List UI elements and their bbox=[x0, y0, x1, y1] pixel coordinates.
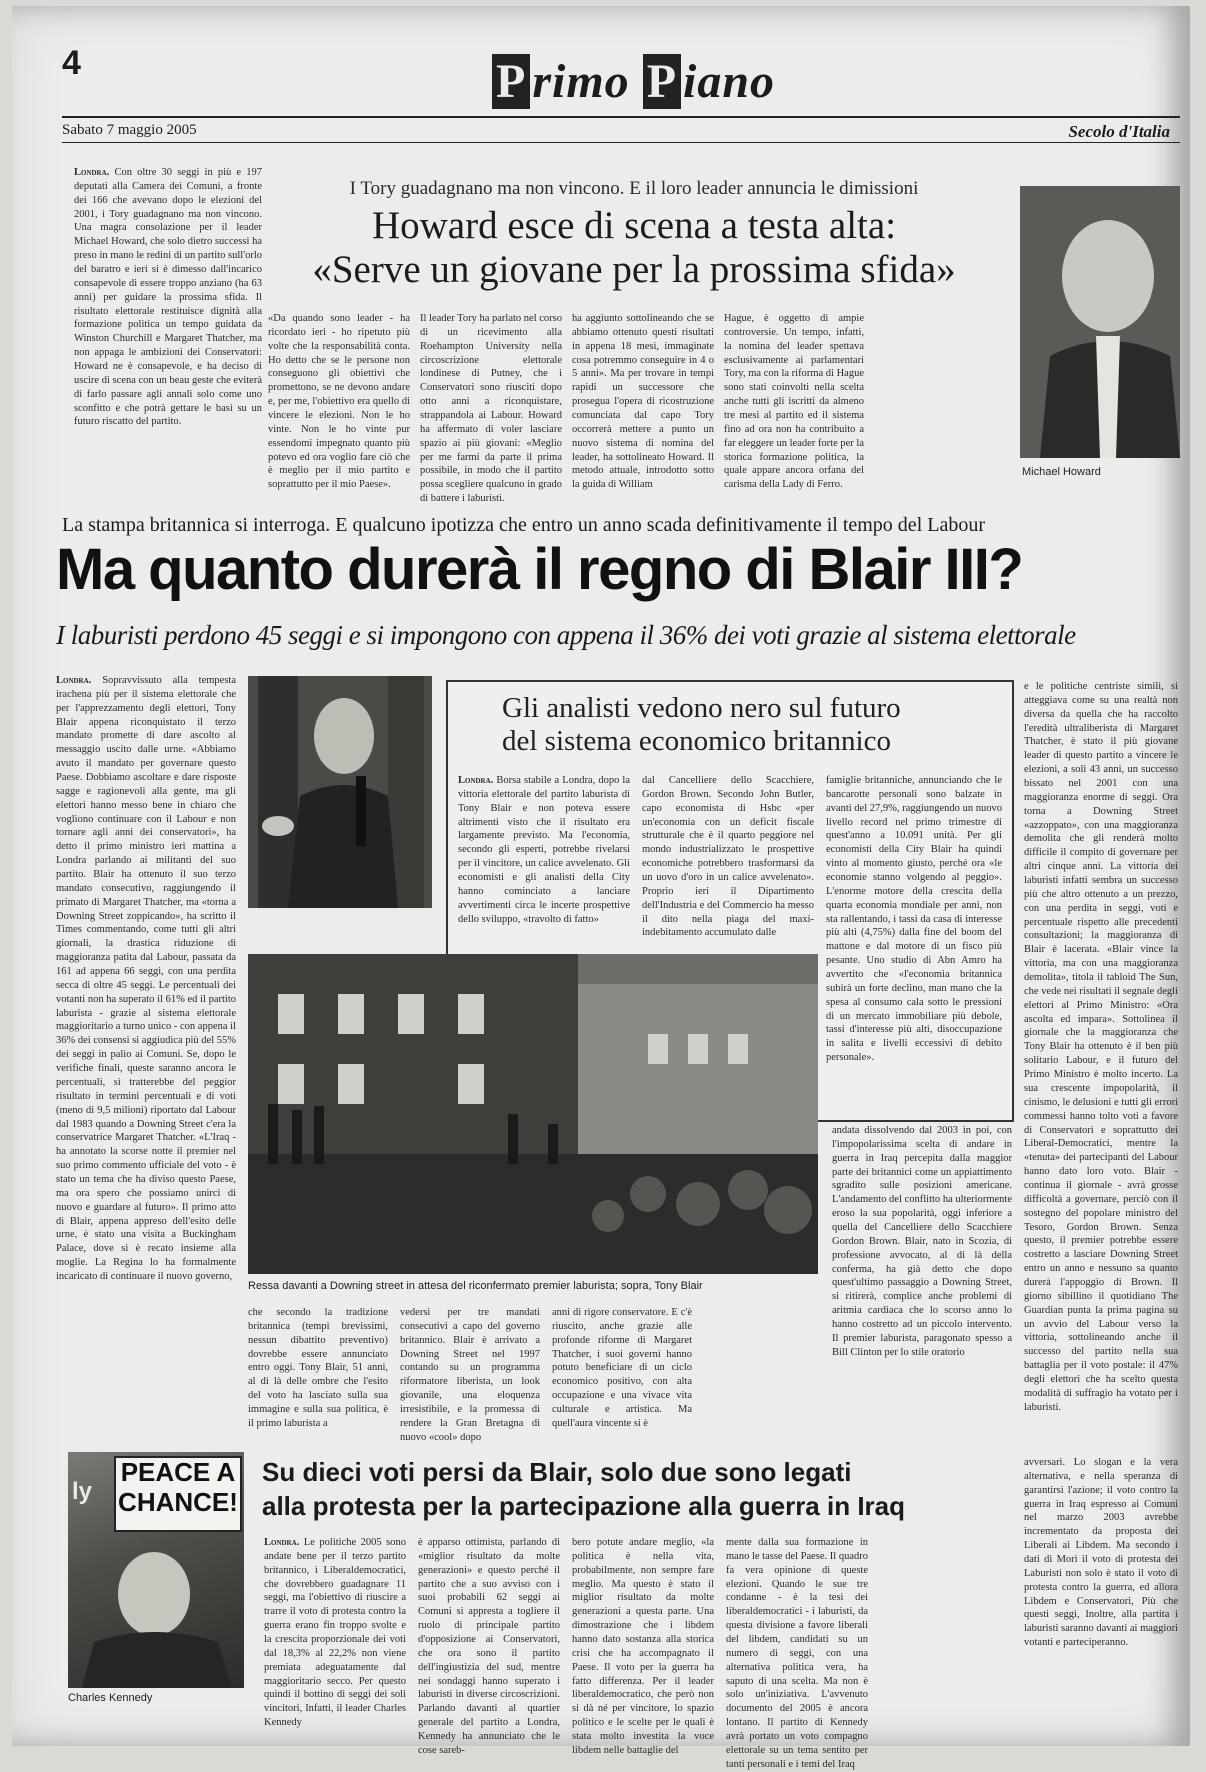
howard-column-1: Londra. Con oltre 30 seggi in più e 197 deputati alla Camera dei Comuni, a fronte dei 166 che avevano dopo le elezioni del 2001, i Tory guadagnano ma non vincono. Una magra consolazione per il leader Michael Howard, che solo dietro successi ha preso in mano le redini di un partito sull'orlo del baratro e ieri si è dimesso dall'incarico consapevole di essere troppo anziano (ha 63 anni) per guidare la prossima sfida. Il risultato elettorale restituisce dignità alla formazione politica un tempo guidata da Winston Churchill e Margaret Thatcher, ma non appaga le ambizioni dei Conservatori: Howard ne è consapevole, e ha deciso di uscire di scena con un beau geste che eviterà di farlo passare agli annali solo come uno sconfitto e che potrà gettare le basi su un futuro riscatto del partito. bbox=[74, 167, 263, 428]
iraq-column-5: avversari. Lo slogan e la vera alternativa, e nella speranza di garantirsi l'azione; il voto contro la guerra in Iraq espresso ai Comuni nel marzo 2003 avrebbe incrementato da proposta dei Liberali ai Libdem. Ma secondo i dati di Mori il voto di protesta dei Laburisti non solo è stato il voto di protesta contro la guerra, ed allora Libdem e Conservatori, Più che questi seggi, Inoltre, alla partita i laburisti saranno davanti ai maggiori votanti e parteciperanno. bbox=[1024, 1457, 1178, 1649]
sign-fragment: ly bbox=[72, 1478, 93, 1505]
newspaper-name: Secolo d'Italia bbox=[1068, 122, 1170, 141]
analysts-title: Gli analisti vedono nero sul futuro del sistema economico britannico bbox=[502, 692, 901, 758]
analysts-column-1: Londra. Borsa stabile a Londra, dopo la vittoria elettorale del partito laburista di Tony Blair e non poteva essere altrimenti visto che il risultato era largamente previsto. Ma l'economia, secondo gli esperti, potrebbe rivelarsi per il vincitore, un calice avvelenato. Gli economisti e gli analisti della City hanno cominciato a lanciare avvertimenti circa le incerte prospettive dello sviluppo, «travolto di fatto» bbox=[458, 775, 631, 925]
analysts-column-2: dal Cancelliere dello Scacchiere, Gordon Brown. Secondo John Butler, capo economista di Hsbc «per un'economia con un deficit fiscale strutturale che è il quarto peggiore nel mondo industrializzato le prospettive economiche potrebbero trasformarsi da un uovo d'oro in un calice avvelenato». Proprio ieri il Dipartimento dell'Industria e del Commercio ha messo il dito nella piaga del maxi-indebitamento accumulato dalle bbox=[642, 775, 814, 939]
issue-date: Sabato 7 maggio 2005 bbox=[62, 122, 197, 138]
howard-column-2: «Da quando sono leader - ha ricordato ieri - ho ripetuto più volte che la responsabilità conta. Ho detto che se le persone non conseguono gli obiettivi che promettono, se ne devono andare e, per me, l'obiettivo era quello di vincere le elezioni. Non le ho vinte. Non le ho vinte pur essendomi impegnato quanto più potevo ed ora voglio fare ciò che è meglio per il mio partito e soprattutto per il mio Paese». bbox=[268, 313, 410, 491]
analysts-column-3: famiglie britanniche, annunciando che le bancarotte personali sono balzate in avanti del 27,9%, raggiungendo un nuovo livello record nel primo trimestre di quest'anno a 10.091 unità. Per gli economisti della City Blair ha quindi vinto al momento giusto, perché ora «le economie stanno volgendo al peggio». L'enorme motore della crescita della quarta economia mondiale per anni, non sta rallentando, i tassi da casa di interesse più alti (4,75%) dalla fine del boom del mattone e dal motore di un fisco più pesante. Uno studio di Abn Amro ha avvertito che «l'economia britannica subirà un forte declino, man mano che la spesa al consumo cala sotto le pressioni di un mercato immobiliare più debole, tassi d'interesse più alti, disoccupazione in salita e livelli eccessivi di debito personale». bbox=[826, 775, 1002, 1064]
howard-photo-caption: Michael Howard bbox=[1022, 466, 1101, 478]
howard-column-5: Hague, è oggetto di ampie controversie. Un tempo, infatti, la nomina del leader spettava esclusivamente ai parlamentari Tory, ma con la riforma di Hague sono stati coinvolti nella scelta anche tutti gli iscritti da almeno tre mesi al partito ed il sistema fino ad ora non ha contribuito a far eleggere un leader forte per la storica formazione politica, la quale appare ancora orfana del carisma della Lady di Ferro. bbox=[724, 313, 864, 491]
protest-sign: PEACE A CHANCE! bbox=[114, 1456, 242, 1532]
howard-column-3: Il leader Tory ha parlato nel corso di un ricevimento alla Roehampton University nella circoscrizione elettorale londinese di Putney, che i Conservatori sono riusciti dopo otto anni a riconquistare, strappandola ai Labour. Howard ha affermato di voler lasciare spazio ai più giovani: «Meglio per me farmi da parte il prima possibile, in modo che il partito possa scegliere qualcuno in grado di battere i laburisti. bbox=[420, 313, 562, 505]
blair-subhead: I laburisti perdono 45 seggi e si impongono con appena il 36% dei voti grazie al sistema elettorale bbox=[56, 620, 1076, 650]
howard-photo bbox=[1020, 186, 1180, 458]
blair-photo bbox=[248, 676, 432, 908]
portrait-illustration bbox=[1020, 186, 1180, 458]
blair-kicker: La stampa britannica si interroga. E qualcuno ipotizza che entro un anno scada definitivamente il tempo del Labour bbox=[62, 514, 985, 536]
top-rule bbox=[62, 116, 1180, 118]
downing-street-photo bbox=[248, 954, 818, 1274]
iraq-column-3: bero potute andare meglio, «la politica è nella vita, probabilmente, non sempre fare meglio. Ma questo è stato il miglior risultato da molte generazioni a questa parte. Una dimostrazione che i libdem hanno dato sostanza alla storica crisi che ha accompagnato il Paese. Il voto per la guerra ha fatto differenza. Per il leader liberaldemocratico, che però non si dà né per vincitore, lo spazio politico e le scelte per le quali è stata molto investita la voce libdem nelle battaglie del bbox=[572, 1537, 714, 1756]
kennedy-portrait-illustration bbox=[68, 1542, 244, 1688]
section-title: P rimo P iano bbox=[492, 54, 775, 109]
date-rule bbox=[62, 142, 1180, 143]
page-number: 4 bbox=[62, 44, 81, 82]
blair-headline: Ma quanto durerà il regno di Blair III? bbox=[56, 537, 1023, 602]
blair-column-2: che secondo la tradizione britannica (tempi brevissimi, nessun dibattito preventivo) dovrebbe essere annunciato entro oggi. Tony Blair, 51 anni, al di là delle ombre che l'esito del voto ha lasciato sulla sua immagine e sulla sua politica, è il primo laburista a bbox=[248, 1307, 388, 1429]
blair-column-3: vedersi per tre mandati consecutivi a capo del governo britannico. Blair è arrivato a Downing Street nel 1997 contando su un programma riformatore liberista, un look giovanile, una eloquenza irresistibile, e la promessa di rendere la Gran Bretagna di nuovo «cool» dopo bbox=[400, 1307, 540, 1443]
newspaper-page bbox=[12, 6, 1190, 1770]
downing-street-caption: Ressa davanti a Downing street in attesa del riconfermato premier laburista; sopra, Tony Blair bbox=[248, 1280, 703, 1292]
howard-headline: Howard esce di scena a testa alta: «Serve un giovane per la prossima sfida» bbox=[312, 204, 956, 291]
iraq-headline: Su dieci voti persi da Blair, solo due sono legati alla protesta per la partecipazione alla guerra in Iraq bbox=[262, 1457, 906, 1521]
blair-column-5: andata dissolvendo dal 2003 in poi, con l'impopolarissima scelta di andare in guerra in Iraq percepita dalla maggior parte dei britannici come un appiattimento sgradito sulle posizioni americane. L'andamento del conflitto ha ulteriormente eroso la sua popolarità, oggi inferiore a quella del Cancelliere dello Scacchiere Gordon Brown. Blair, nato in Scozia, di professione avvocato, al di là della conferma, ha già detto che dopo quest'ultimo passaggio a Downing Street, si ritirerà, complice anche problemi di aritmia cardiaca che lo scorso anno lo hanno costretto ad un piccolo intervento. Il premier laburista, paragonato spesso a Bill Clinton per lo stile oratorio bbox=[832, 1125, 1012, 1358]
blair-portrait-illustration bbox=[248, 676, 432, 908]
kennedy-photo-caption: Charles Kennedy bbox=[68, 1692, 153, 1704]
blair-column-4: anni di rigore conservatore. E c'è riuscito, anche grazie alle profonde riforme di Margaret Thatcher, i suoi governi hanno potuto beneficiare di un ciclo economico positivo, con alta occupazione e una vivace vita culturale e artistica. Ma quell'aura vincente si è bbox=[552, 1307, 692, 1429]
kennedy-photo bbox=[68, 1452, 244, 1688]
iraq-column-1: Londra. Le politiche 2005 sono andate bene per il terzo partito britannico, i Liberaldemocratici, che dovrebbero guadagnare 11 seggi, ma l'obiettivo di riuscire a trarre il voto di protesta contro la guerra erano fin troppo svolte e la crescita proporzionale dei voti dal 18,3% al 22,2% non viene premiata adeguatamente dal maggioritario secco. Per questo quindi il bottino di seggi dei soli vincitori, Infatti, il leader Charles Kennedy bbox=[264, 1537, 406, 1729]
iraq-column-2: è apparso ottimista, parlando di «miglior risultato da molte generazioni» e questo perché il partito che a suo avviso con i suoi probabili 62 seggi ai Comuni si appresta a togliere il ruolo di principale partito d'opposizione ai Conservatori, che ora sono il partito dell'ingiustizia del sud, mentre nei sondaggi hanno superato i laburisti in diverse circoscrizioni. Parlando davanti al quartier generale del partito a Londra, Kennedy ha annunciato che le cose sareb- bbox=[418, 1537, 560, 1756]
blair-column-1: Londra. Sopravvissuto alla tempesta irachena più per il sistema elettorale che per l'apprezzamento degli elettori, Tony Blair appena riconquistato il terzo mandato promette di dare ascolto al messaggio uscito dalle urne. «Abbiamo avuto il mandato per governare questo Paese. Dobbiamo ascoltare e dare risposte sagge e ragionevoli alla gente, ma gli elettori hanno messo bene in chiaro che vogliono continuare con il Labour e non tornare agli anni dei conservatori», ha detto il primo ministro ieri mattina a Londra parlando ai militanti del suo partito. Blair ha ottenuto il suo terzo mandato consecutivo, raggiungendo il primato di Margaret Thatcher, ma «torna a Downing Street zoppicando», ha scritto il Times commentando, come tutti gli altri giornali, la drastica riduzione di maggioranza patita dal Labour, passata da 161 ad appena 66 seggi, con una perdita secca di oltre 45 seggi. Le percentuali dei votanti non ha superato il 61% ed il partito laburista - grazie al sistema elettorale maggioritario a turno unico - con appena il 36% dei consensi si aggiudica più del 55% dei seggi in palio ai Comuni. Se, dopo le verifiche finali, queste saranno ancora le percentuali, si tratterebbe del peggior risultato in termini percentuali e di voti (meno di 9,5 milioni) riportato dal Labour dal 1983 quando a Downing Street c'era la conservatrice Margaret Thatcher. «L'Iraq - ha annotato la scorse notte il premier nel suo primo commento ufficiale del voto - è stato un tema che ha diviso questo Paese, ma ora spero che possiamo unirci di nuovo e guardare al futuro». Il primo atto di Blair, appena appreso dell'esito delle urne, è stato una visita a Buckingham Palace, dove si è recato insieme alla moglie. La Regina lo ha formalmente incaricato di continuare il nuovo governo, bbox=[56, 675, 236, 1282]
downing-street-illustration bbox=[248, 954, 818, 1274]
howard-column-4: ha aggiunto sottolineando che se abbiamo ottenuto questi risultati in appena 18 mesi, immaginate cosa potremmo conseguire in 4 o 5 anni». Ma per trovare in tempi rapidi un successore che prosegua l'opera di ricostruzione comunciata dal capo Tory occorrerà mettere a punto un nuovo sistema di nomina del leader, ha sottolineato Howard. Il metodo attuale, introdotto sotto la guida di William bbox=[572, 313, 714, 491]
blair-column-6: e le politiche centriste simili, si atteggiava come su una realtà non diversa da quella che ha raccolto l'eredità ultraliberista di Margaret Thatcher, è stato il più giovane leader di questo partito a vincere le elezioni, a soli 43 anni, un successo bissato nel 2001 con una maggioranza enorme di seggi. Ora torna a Downing Street «azzoppato», con una maggioranza demolita che gli renderà molto difficile il compito di governare per altri cinque anni. La vittoria dei laburisti infatti sembra un successo più che altro ottenuto a un prezzo, con una perdita in seggi, voti e percentuale rispetto alle precedenti consultazioni; la maggioranza di Blair è lacerata. «Blair vince la vittoria, ma con una maggioranza demolita», titola il tabloid The Sun, che vede nei risultati il segnale degli elettori al Primo Ministro: «Ora ascolta ed impara». Sottolinea il giornale che la maggioranza che Tony Blair ha ottenuto è il ben più solitario Labour, e il futuro del Primo Ministro è molto incerto. La sua crescente impopolarità, il cinismo, le delusioni e tutti gli errori commessi hanno tolto voti a favore di Conservatori e soprattutto dei Liberal-Democratici, mentre la «tenuta» dei partecipanti del Labour hanno dato loro voto. Blair - continua il giornale - avrà grosse difficoltà a governare, perciò con il sostegno del popolare ministro del Tesoro, Gordon Brown. Senza questo, il premier potrebbe essere costretto a lasciare Downing Street entro un anno e nessuno sa quanto durerà l'appoggio di Brown. Il giorno sibillino il quotidiano The Guardian punta la prima pagina su un avvio del Labour verso la vittoria, sottolineando anche il successo del partito nella sua battaglia per il voto postale: il 47% degli elettori che ha scelto questa modalità di suffragio ha votato per i laburisti. bbox=[1024, 681, 1178, 1413]
iraq-column-4: mente dalla sua formazione in mano le tasse del Paese. Il quadro fa vera opinione di queste elezioni. Quando le sue tre condanne - è la tesi dei liberaldemocratici - i laburisti, da questa divisione a favore liberali del libdem, candidati su un numero di seggi, con una alternativa politica vera, ha saputo di una scelta. Ma non è solo un'iniziativa. L'avvenuto documento del 2005 è ancora lontano. Il partito di Kennedy avrà portato un voto compagno elettorale su un tema sentito per tanti personali e i temi del Iraq bbox=[726, 1537, 868, 1770]
howard-kicker: I Tory guadagnano ma non vincono. E il loro leader annuncia le dimissioni bbox=[349, 178, 919, 199]
